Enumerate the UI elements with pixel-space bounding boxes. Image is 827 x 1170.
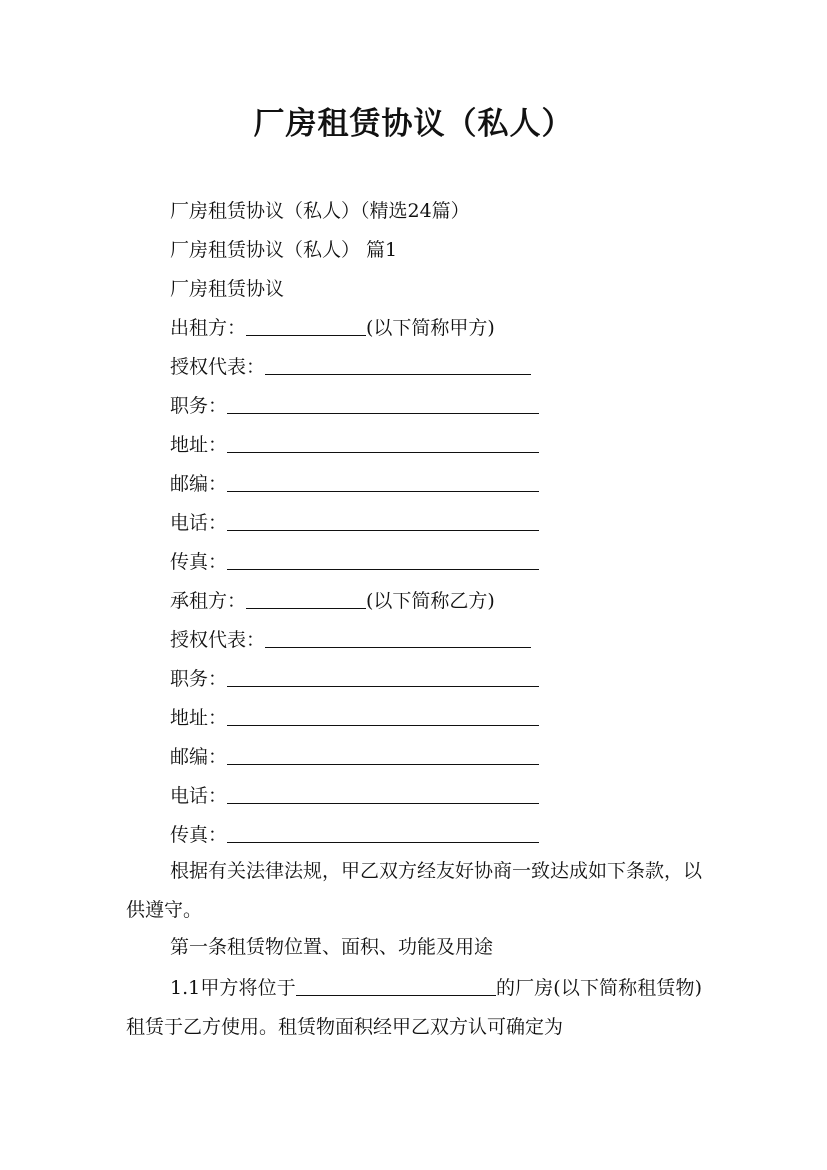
lessee-field-row [170,742,539,772]
lessee-line [170,586,495,616]
lessee-field-row [170,781,539,811]
field-blank[interactable] [265,627,531,648]
page-title: 厂房租赁协议（私人） [253,106,574,142]
field-blank[interactable] [227,744,539,765]
field-blank[interactable] [227,783,539,804]
field-blank[interactable] [227,549,539,570]
field-label: 邮编： [170,746,228,768]
lessor-name-blank[interactable] [246,315,366,336]
lessor-field-row [170,430,539,460]
lessee-label: 承租方： [170,590,247,612]
intro-paragraph: 根据有关法律法规，甲乙双方经友好协商一致达成如下条款，以供遵守。 [126,860,703,921]
field-blank[interactable] [265,354,531,375]
clause-text-after: 的厂房(以下简称租赁物)租赁于乙方使用。租赁物面积经甲乙双方认可确定为 [126,977,703,1038]
lessor-field-row [170,508,539,538]
clause-paragraph [126,969,702,1047]
clause-text-before: 1.1甲方将位于 [170,977,296,999]
field-blank[interactable] [227,432,539,453]
field-blank[interactable] [227,822,539,843]
field-label: 传真： [170,824,228,846]
doc-title: 厂房租赁协议 [170,278,285,300]
lessor-suffix: (以下简称甲方) [366,317,495,339]
field-blank[interactable] [227,393,539,414]
lessee-name-blank[interactable] [246,588,366,609]
field-label: 授权代表： [170,629,266,651]
lessee-field-row [170,664,539,694]
field-blank[interactable] [227,471,539,492]
field-label: 地址： [170,707,228,729]
lessor-field-row [170,547,539,577]
lessor-field-row [170,469,539,499]
lessor-label: 出租方： [170,317,247,339]
field-blank[interactable] [227,705,539,726]
field-label: 电话： [170,785,228,807]
lessee-field-row [170,625,531,655]
location-blank[interactable] [296,975,496,996]
lessee-suffix: (以下简称乙方) [366,590,495,612]
lessor-line [170,313,495,343]
field-label: 职务： [170,395,228,417]
lessor-field-row [170,352,531,382]
field-blank[interactable] [227,510,539,531]
field-blank[interactable] [227,666,539,687]
lessee-field-row [170,820,539,850]
field-label: 授权代表： [170,356,266,378]
field-label: 职务： [170,668,228,690]
chapter-heading: 厂房租赁协议（私人） 篇1 [170,239,398,261]
field-label: 传真： [170,551,228,573]
field-label: 地址： [170,434,228,456]
field-label: 电话： [170,512,228,534]
field-label: 邮编： [170,473,228,495]
lessor-field-row [170,391,539,421]
lessee-field-row [170,703,539,733]
subtitle: 厂房租赁协议（私人）（精选24篇） [170,200,470,222]
article-heading: 第一条租赁物位置、面积、功能及用途 [170,936,494,958]
